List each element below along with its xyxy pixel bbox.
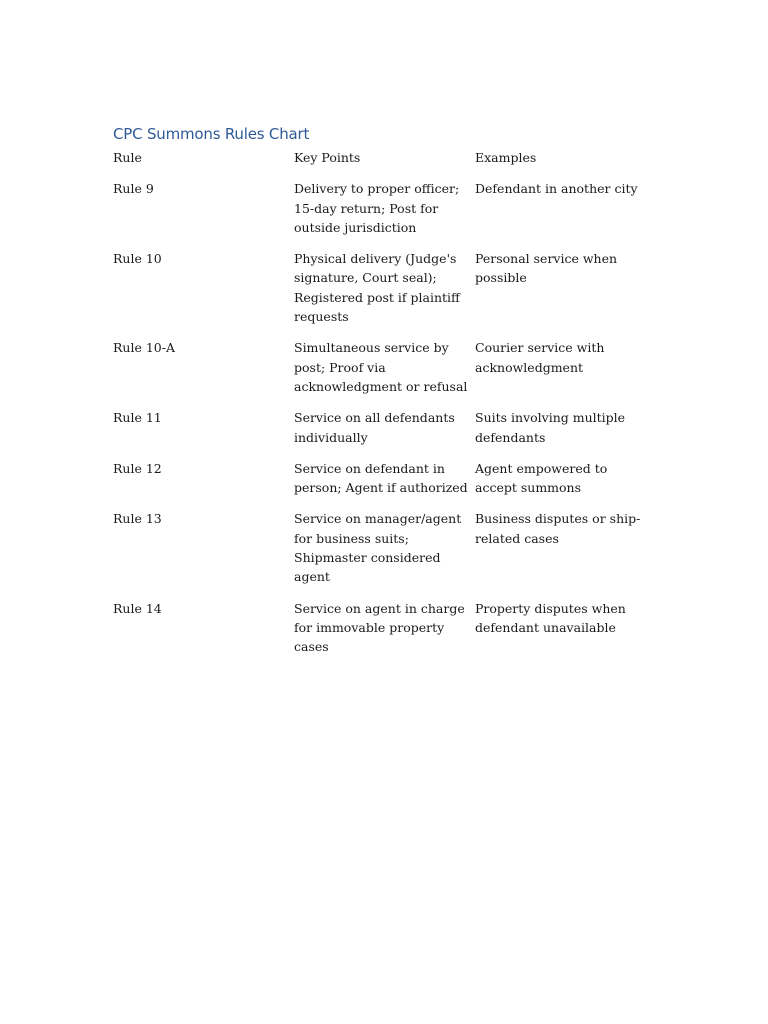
rule-cell: Rule 12: [113, 460, 162, 476]
rule-cell: Rule 10: [113, 251, 162, 267]
key-points-cell: Service on agent in charge for immovable property cases: [294, 600, 465, 655]
header-examples: Examples: [475, 150, 537, 165]
key-points-cell: Physical delivery (Judge's signature, Court seal); Registered post if plaintiff requests: [294, 251, 460, 325]
header-rule: Rule: [113, 150, 142, 165]
rules-table: [113, 148, 658, 669]
rule-cell: Rule 13: [113, 511, 162, 527]
examples-cell: Business disputes or ship-related cases: [475, 511, 641, 546]
examples-cell: Suits involving multiple defendants: [475, 410, 626, 445]
table-row: [113, 509, 658, 598]
table-row: [113, 179, 658, 249]
key-points-cell: Service on all defendants individually: [294, 410, 455, 445]
examples-cell: Defendant in another city: [475, 181, 638, 197]
key-points-cell: Delivery to proper officer; 15-day return; Post for outside jurisdiction: [294, 181, 460, 235]
key-points-cell: Service on manager/agent for business suits; Shipmaster considered agent: [294, 511, 462, 585]
table-row: [113, 459, 658, 510]
rule-cell: Rule 9: [113, 181, 154, 197]
table-row: [113, 599, 658, 669]
table-row: [113, 408, 658, 459]
rule-cell: Rule 11: [113, 410, 162, 426]
examples-cell: Courier service with acknowledgment: [475, 340, 605, 375]
examples-cell: Personal service when possible: [475, 251, 618, 286]
examples-cell: Property disputes when defendant unavailable: [475, 600, 626, 635]
table-row: [113, 249, 658, 338]
table-row: [113, 338, 658, 408]
rule-cell: Rule 14: [113, 600, 162, 616]
examples-cell: Agent empowered to accept summons: [475, 460, 608, 496]
header-key-points: Key Points: [294, 150, 361, 165]
key-points-cell: Simultaneous service by post; Proof via acknowledgment or refusal: [294, 340, 468, 394]
key-points-cell: Service on defendant in person; Agent if authorized: [294, 460, 468, 496]
rule-cell: Rule 10-A: [113, 340, 175, 356]
table-header-row: [113, 148, 658, 179]
document-title: CPC Summons Rules Chart: [113, 125, 310, 143]
